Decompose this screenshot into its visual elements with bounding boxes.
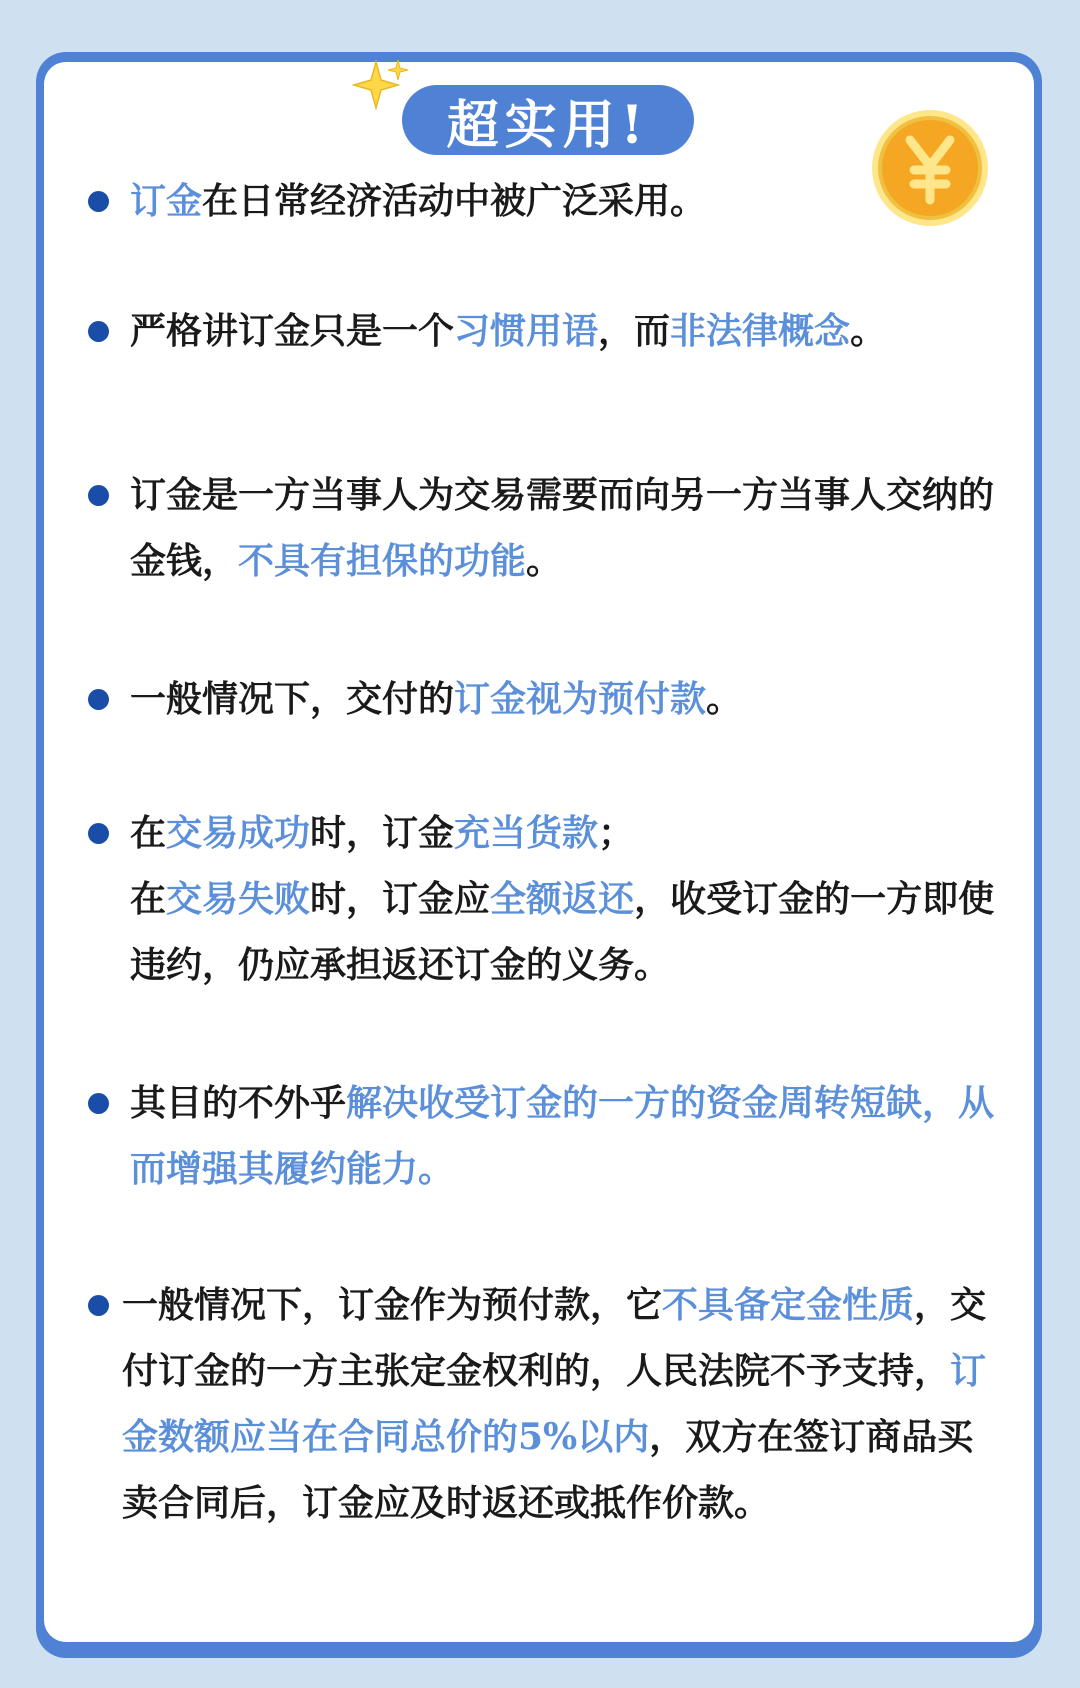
body-text: 在	[130, 812, 167, 854]
body-text: 时，订金应	[310, 878, 491, 920]
highlight-text: 交易成功	[166, 812, 311, 854]
highlight-text: 习惯用语	[454, 310, 599, 352]
body-text: 时，订金	[310, 812, 455, 854]
body-text: 一般情况下，订金作为预付款，它	[122, 1284, 663, 1326]
list-item-text	[130, 1070, 1010, 1202]
bullet-icon	[88, 1093, 109, 1114]
body-text: ，交付订金的一方主张定金权利的，人民法院不予支持，	[122, 1284, 987, 1392]
bullet-icon	[88, 321, 109, 342]
body-text: 订金是一方当事人为交易需要而向另一方当事人交纳的金钱，	[130, 474, 995, 582]
body-text: 一般情况下，交付的	[130, 678, 455, 720]
bullet-icon	[88, 1295, 109, 1316]
bullet-icon	[88, 191, 109, 212]
list-item-text	[130, 462, 1010, 594]
highlight-text: 不具备定金性质	[662, 1284, 915, 1326]
body-text: 其目的不外乎	[130, 1082, 347, 1124]
body-text: 严格讲订金只是一个	[130, 310, 455, 352]
bullet-icon	[88, 485, 109, 506]
highlight-text: 交易失败	[166, 878, 311, 920]
body-text: 。	[850, 310, 887, 352]
body-text: 。	[706, 678, 743, 720]
body-text: ，而	[598, 310, 671, 352]
list-item-text	[130, 800, 1010, 998]
list-item-text	[122, 1272, 1002, 1536]
highlight-text: 不具有担保的功能	[238, 540, 527, 582]
highlight-text: 解决收受订金的一方的资金周转短缺，从而增强其履约能力。	[130, 1082, 995, 1190]
list-item-text	[130, 168, 1000, 234]
body-text: 在	[130, 878, 167, 920]
bullet-icon	[88, 823, 109, 844]
body-text: 。	[526, 540, 563, 582]
body-text: ，双方在签订商品买卖合同后，订金应及时返还或抵作价款。	[122, 1416, 974, 1524]
body-text: ；	[598, 812, 635, 854]
highlight-text: 订金	[130, 180, 203, 222]
bullet-icon	[88, 689, 109, 710]
list-item-text	[130, 298, 990, 364]
body-text: 在日常经济活动中被广泛采用。	[202, 180, 707, 222]
page-title: 超实用!	[402, 85, 694, 155]
highlight-text: 充当货款	[454, 812, 599, 854]
highlight-text: 订金数额应当在合同总价的5%以内	[122, 1350, 987, 1458]
highlight-text: 全额返还	[490, 878, 635, 920]
body-text: ，收受订金的一方即使违约，仍应承担返还订金的义务。	[130, 878, 995, 986]
highlight-text: 订金视为预付款	[454, 678, 707, 720]
list-item-text	[130, 666, 1010, 732]
highlight-text: 非法律概念	[670, 310, 851, 352]
